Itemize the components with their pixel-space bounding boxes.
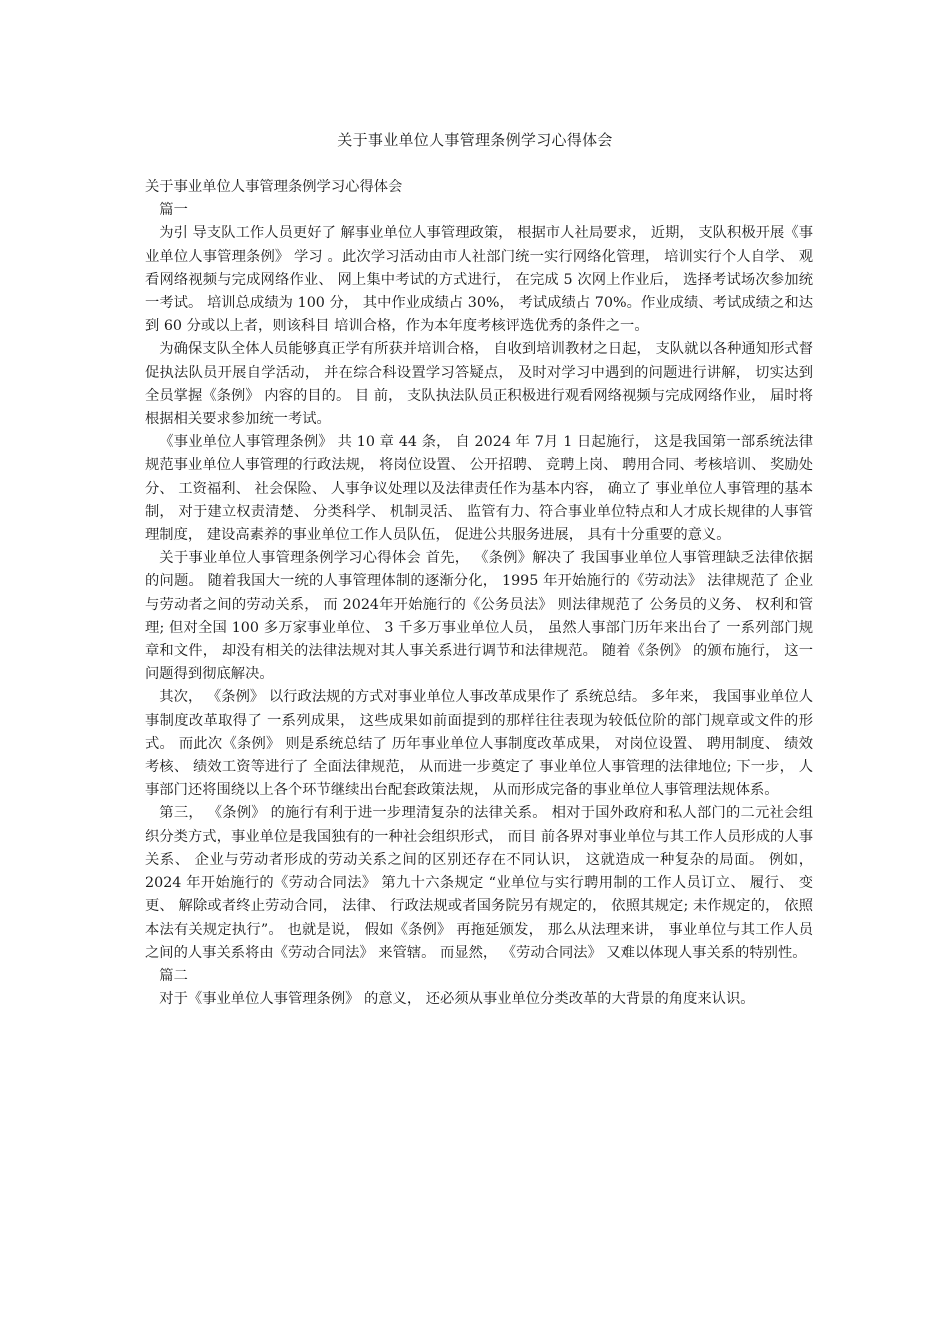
paragraph: 对于《事业单位人事管理条例》 的意义， 还必须从事业单位分类改革的大背景的角度来认识。 xyxy=(159,991,755,1008)
paragraph: 其次， 《条例》 以行政法规的方式对事业单位人事改革成果作了 系统总结。 多年来， 我国事业单位人事制度改革取得了 一系列成果， 这些成果如前面提到的那样往往表现为较低位阶的部门规章或文件的形式。 而此次《条例》 则是系统总结了 历年事业单位人事制度改革成果， 对岗位设置、 聘用制度、 绩效考核、 绩效工资等进行了 全面法律规范， 从而进一步奠定了 事业单位人事管理的法律地位; 下一步， 人事部门还将围绕以上各个环节继续出台配套政策法规， 从而形成完备的事业单位人事管理法规体系。 xyxy=(145,689,813,799)
paragraph: 为引 导支队工作人员更好了 解事业单位人事管理政策， 根据市人社局要求， 近期， 支队积极开展《事业单位人事管理条例》 学习 。此次学习活动由市人社部门统一实行网络化管理， 培训实行个人自学、 观看网络视频与完成网络作业、 网上集中考试的方式进行， 在完成 5 次网上作业后， 选择考试场次参加统一考试。 培训总成绩为 100 分， 其中作业成绩占 30%， 考试成绩占 70%。作业成绩、考试成绩之和达到 60 分或以上者，则该科目 培训合格，作为本年度考核评选优秀的条件之一。 xyxy=(145,225,813,335)
document-subtitle: 关于事业单位人事管理条例学习心得体会 xyxy=(145,179,403,195)
paragraph: 为确保支队全体人员能够真正学有所获并培训合格， 自收到培训教材之日起， 支队就以各种通知形式督促执法队员开展自学活动， 并在综合科设置学习答疑点， 及时对学习中遇到的问题进行讲解， 切实达到全员掌握《条例》 内容的目的。 目 前， 支队执法队员正积极进行观看网络视频与完成网络作业， 届时将根据相关要求参加统一考试。 xyxy=(145,341,813,428)
paragraph: 《事业单位人事管理条例》 共 10 章 44 条， 自 2024 年 7月 1 日起施行， 这是我国第一部系统法律规范事业单位人事管理的行政法规， 将岗位设置、 公开招聘、 竞聘上岗、 聘用合同、考核培训、 奖励处分、 工资福利、 社会保险、 人事争议处理以及法律责任作为基本内容， 确立了 事业单位人事管理的基本制， 对于建立权责清楚、 分类科学、 机制灵活、 监管有力、符合事业单位特点和人才成长规律的人事管理制度， 建设高素养的事业单位工作人员队伍， 促进公共服务进展， 具有十分重要的意义。 xyxy=(145,434,813,544)
document-body xyxy=(145,176,813,1011)
section-label-2: 篇二 xyxy=(159,967,188,984)
section-label-1: 篇一 xyxy=(159,202,188,219)
paragraph: 关于事业单位人事管理条例学习心得体会 首先， 《条例》解决了 我国事业单位人事管理缺乏法律依据的问题。 随着我国大一统的人事管理体制的逐渐分化， 1995 年开始施行的《劳动法》 法律规范了 企业与劳动者之间的劳动关系， 而 2024年开始施行的《公务员法》 则法律规范了 公务员的义务、 权利和管理; 但对全国 100 多万家事业单位、 3 千多万事业单位人员， 虽然人事部门历年来出台了 一系列部门规章和文件， 却没有相关的法律法规对其人事关系进行调节和法律规范。 随着《条例》 的颁布施行， 这一问题得到彻底解决。 xyxy=(145,550,813,683)
document-title: 关于事业单位人事管理条例学习心得体会 xyxy=(337,131,613,149)
paragraph: 第三， 《条例》 的施行有利于进一步理清复杂的法律关系。 相对于国外政府和私人部门的二元社会组织分类方式，事业单位是我国独有的一种社会组织形式， 而目 前各界对事业单位与其工作人员形成的人事关系、 企业与劳动者形成的劳动关系之间的区别还存在不同认识， 这就造成一种复杂的局面。 例如， 2024 年开始施行的《劳动合同法》 第九十六条规定 “业单位与实行聘用制的工作人员订立、 履行、 变更、 解除或者终止劳动合同， 法律、 行政法规或者国务院另有规定的， 依照其规定; 未作规定的， 依照本法有关规定执行”。 也就是说， 假如《条例》 再拖延颁发， 那么从法理来讲， 事业单位与其工作人员之间的人事关系将由《劳动合同法》 来管辖。 而显然， 《劳动合同法》 又难以体现人事关系的特别性。 xyxy=(145,805,813,961)
